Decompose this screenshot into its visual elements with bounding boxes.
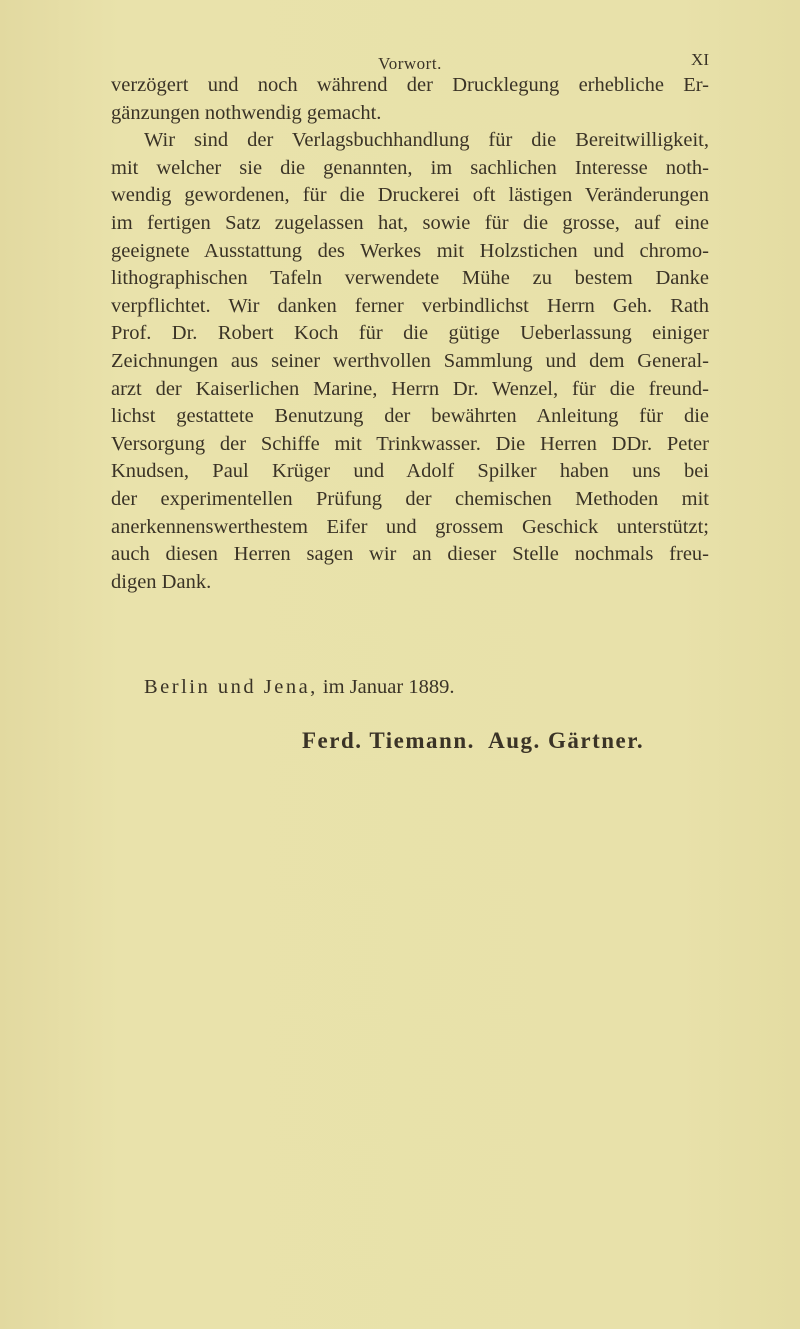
- text-line: wendig gewordenen, für die Druckerei oft lästigen Veränderungen: [111, 184, 709, 207]
- preface-text: [111, 72, 709, 596]
- text-line: lichst gestattete Benutzung der bewährten Anleitung für die: [111, 405, 709, 428]
- signature: Ferd. Tiemann. Aug. Gärtner.: [302, 728, 645, 753]
- place: Berlin und Jena,: [144, 676, 318, 698]
- text-line: geeignete Ausstattung des Werkes mit Holzstichen und chromo-: [111, 239, 709, 262]
- date-line: [144, 676, 454, 699]
- text-line: Zeichnungen aus seiner werthvollen Sammlung und dem General-: [111, 349, 709, 372]
- text-line: arzt der Kaiserlichen Marine, Herrn Dr. Wenzel, für die freund-: [111, 377, 709, 400]
- page-number: XI: [691, 50, 709, 69]
- text-line: Versorgung der Schiffe mit Trinkwasser. Die Herren DDr. Peter: [111, 432, 709, 455]
- header-title: Vorwort.: [378, 54, 442, 73]
- text-line: Knudsen, Paul Krüger und Adolf Spilker haben uns bei: [111, 460, 709, 483]
- text-line: digen Dank.: [111, 570, 212, 593]
- text-line: Wir sind der Verlagsbuchhandlung für die Bereitwilligkeit,: [144, 129, 709, 152]
- text-line: anerkennenswerthestem Eifer und grossem Geschick unterstützt;: [111, 515, 709, 538]
- text-line: gänzungen nothwendig gemacht.: [111, 101, 382, 124]
- text-line: lithographischen Tafeln verwendete Mühe zu bestem Danke: [111, 267, 709, 290]
- text-line: mit welcher sie die genannten, im sachlichen Interesse noth-: [111, 156, 709, 179]
- date: im Januar 1889.: [322, 676, 455, 698]
- text-line: auch diesen Herren sagen wir an dieser Stelle nochmals freu-: [111, 543, 709, 566]
- text-line: der experimentellen Prüfung der chemischen Methoden mit: [111, 487, 709, 510]
- text-line: im fertigen Satz zugelassen hat, sowie für die grosse, auf eine: [111, 211, 709, 234]
- text-line: Prof. Dr. Robert Koch für die gütige Ueberlassung einiger: [111, 322, 709, 345]
- text-line: verpflichtet. Wir danken ferner verbindlichst Herrn Geh. Rath: [111, 294, 709, 317]
- text-line: verzögert und noch während der Drucklegung erhebliche Er-: [111, 74, 709, 96]
